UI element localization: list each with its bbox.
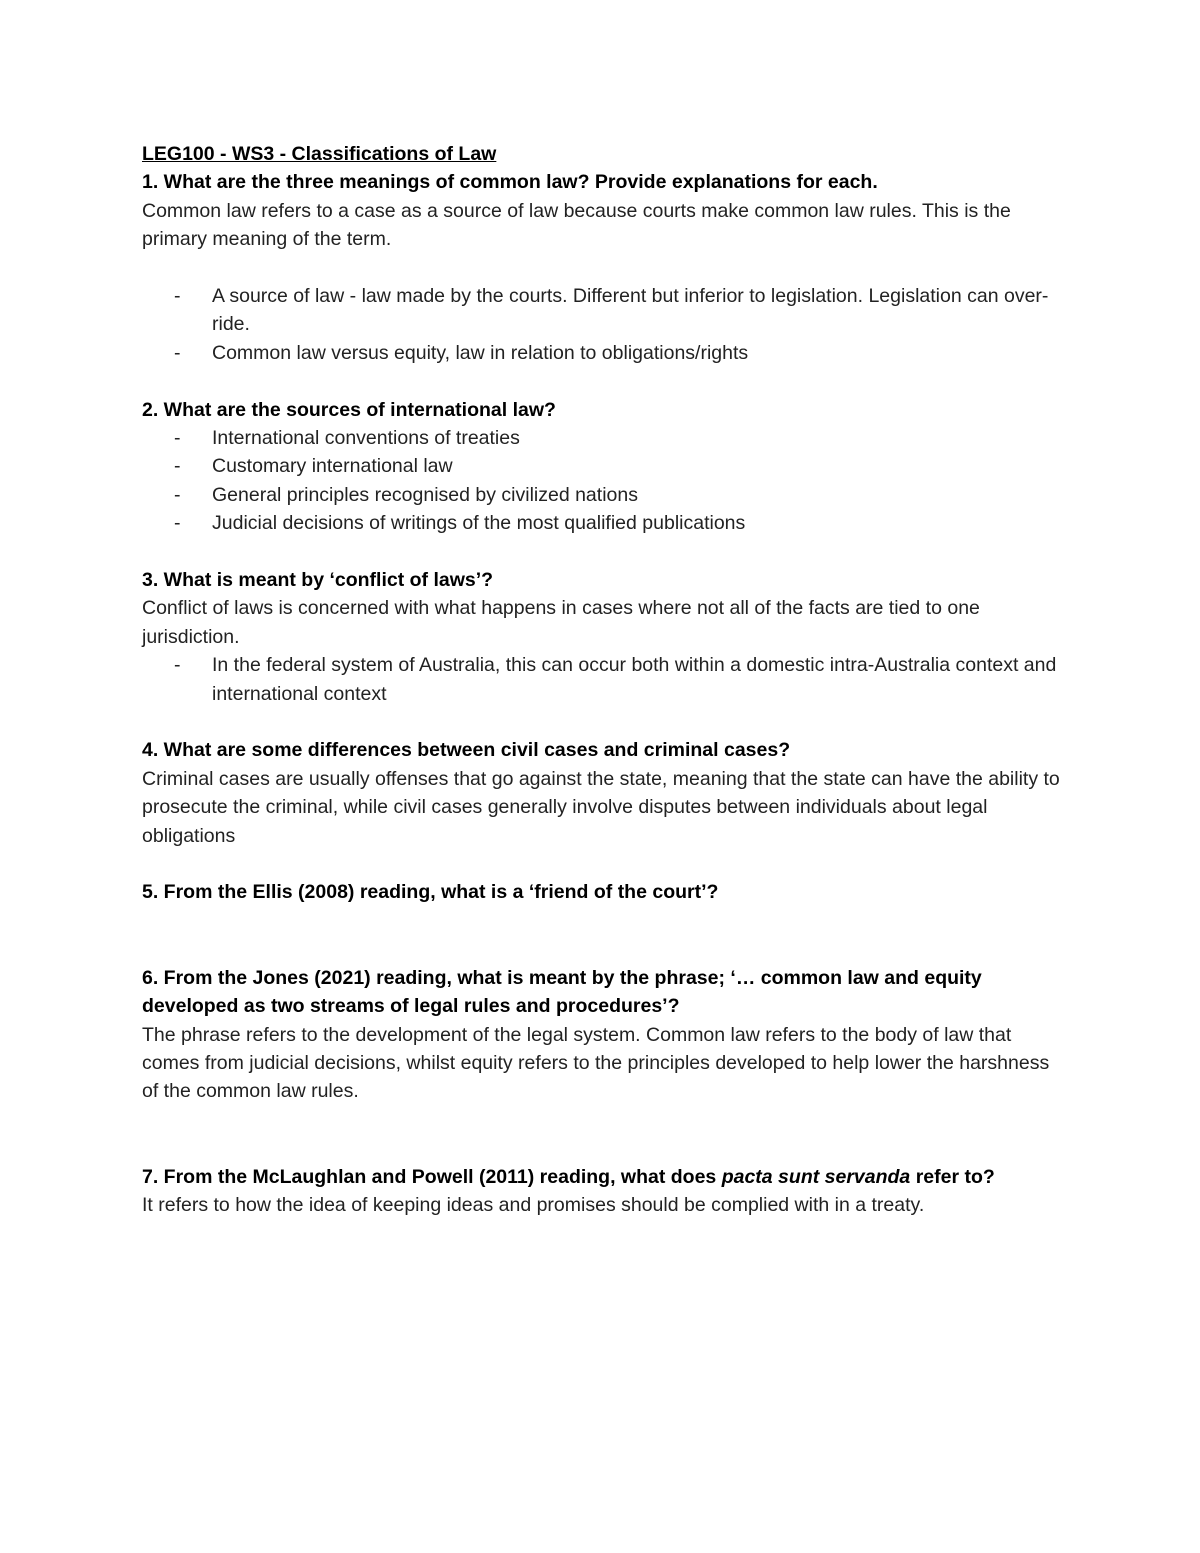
question-7-start: 7. From the McLaughlan and Powell (2011) reading, what does (142, 1165, 722, 1188)
dash-bullet: - (174, 427, 181, 450)
answer-4: Criminal cases are usually offenses that go against the state, meaning that the state can have the ability to prosecute the criminal, while civil cases generally involve disputes between individuals about legal obligations (142, 767, 1060, 847)
list-item-text: A source of law - law made by the courts. Different but inferior to legislation. Legislation can over-ride. (212, 285, 1049, 336)
list-item (142, 452, 1062, 480)
dash-bullet: - (174, 285, 181, 308)
answer-6: The phrase refers to the development of the legal system. Common law refers to the body of law that comes from judicial decisions, whilst equity refers to the principles developed to help lower the harshness of the common law rules. (142, 1023, 1050, 1103)
list-item-text: International conventions of treaties (212, 427, 520, 450)
dash-bullet: - (174, 483, 181, 506)
blank-line (142, 367, 1062, 395)
list-item (142, 339, 1062, 367)
dash-bullet: - (174, 512, 181, 535)
question-7 (142, 1163, 1062, 1191)
list-item-text: General principles recognised by civilized nations (212, 483, 638, 506)
blank-line (142, 538, 1062, 566)
blank-line (142, 708, 1062, 736)
list-item-text: Common law versus equity, law in relation to obligations/rights (212, 341, 749, 364)
document-title: LEG100 - WS3 - Classifications of Law (142, 143, 497, 165)
list-item (142, 651, 1062, 708)
question-1: 1. What are the three meanings of common law? Provide explanations for each. (142, 171, 878, 194)
question-7-end: refer to? (910, 1165, 995, 1188)
answer-3-list (142, 651, 1062, 708)
blank-line (142, 254, 1062, 282)
answer-7: It refers to how the idea of keeping ideas and promises should be complied with in a treaty. (142, 1193, 925, 1216)
list-item (142, 481, 1062, 509)
question-2: 2. What are the sources of international law? (142, 398, 556, 421)
blank-line (142, 850, 1062, 878)
answer-1: Common law refers to a case as a source of law because courts make common law rules. This is the primary meaning of the term. (142, 199, 1011, 251)
list-item (142, 509, 1062, 537)
question-7-latin-term: pacta sunt servanda (721, 1165, 911, 1188)
blank-space (142, 1106, 1062, 1163)
document-page (142, 140, 1062, 1219)
list-item-text: Judicial decisions of writings of the most qualified publications (212, 512, 746, 535)
answer-2-list (142, 424, 1062, 538)
question-4: 4. What are some differences between civil cases and criminal cases? (142, 739, 791, 762)
answer-3: Conflict of laws is concerned with what happens in cases where not all of the facts are tied to one jurisdiction. (142, 597, 980, 648)
blank-space (142, 907, 1062, 964)
dash-bullet: - (174, 654, 181, 677)
answer-1-list (142, 282, 1062, 367)
dash-bullet: - (174, 341, 181, 364)
list-item (142, 424, 1062, 452)
list-item-text: Customary international law (212, 455, 453, 478)
question-3: 3. What is meant by ‘conflict of laws’? (142, 569, 494, 592)
list-item-text: In the federal system of Australia, this can occur both within a domestic intra-Australia context and international context (212, 654, 1057, 705)
question-5: 5. From the Ellis (2008) reading, what is a ‘friend of the court’? (142, 881, 719, 904)
dash-bullet: - (174, 455, 181, 478)
question-6: 6. From the Jones (2021) reading, what is meant by the phrase; ‘… common law and equity developed as two streams of legal rules and procedures’? (142, 966, 982, 1018)
list-item (142, 282, 1062, 339)
